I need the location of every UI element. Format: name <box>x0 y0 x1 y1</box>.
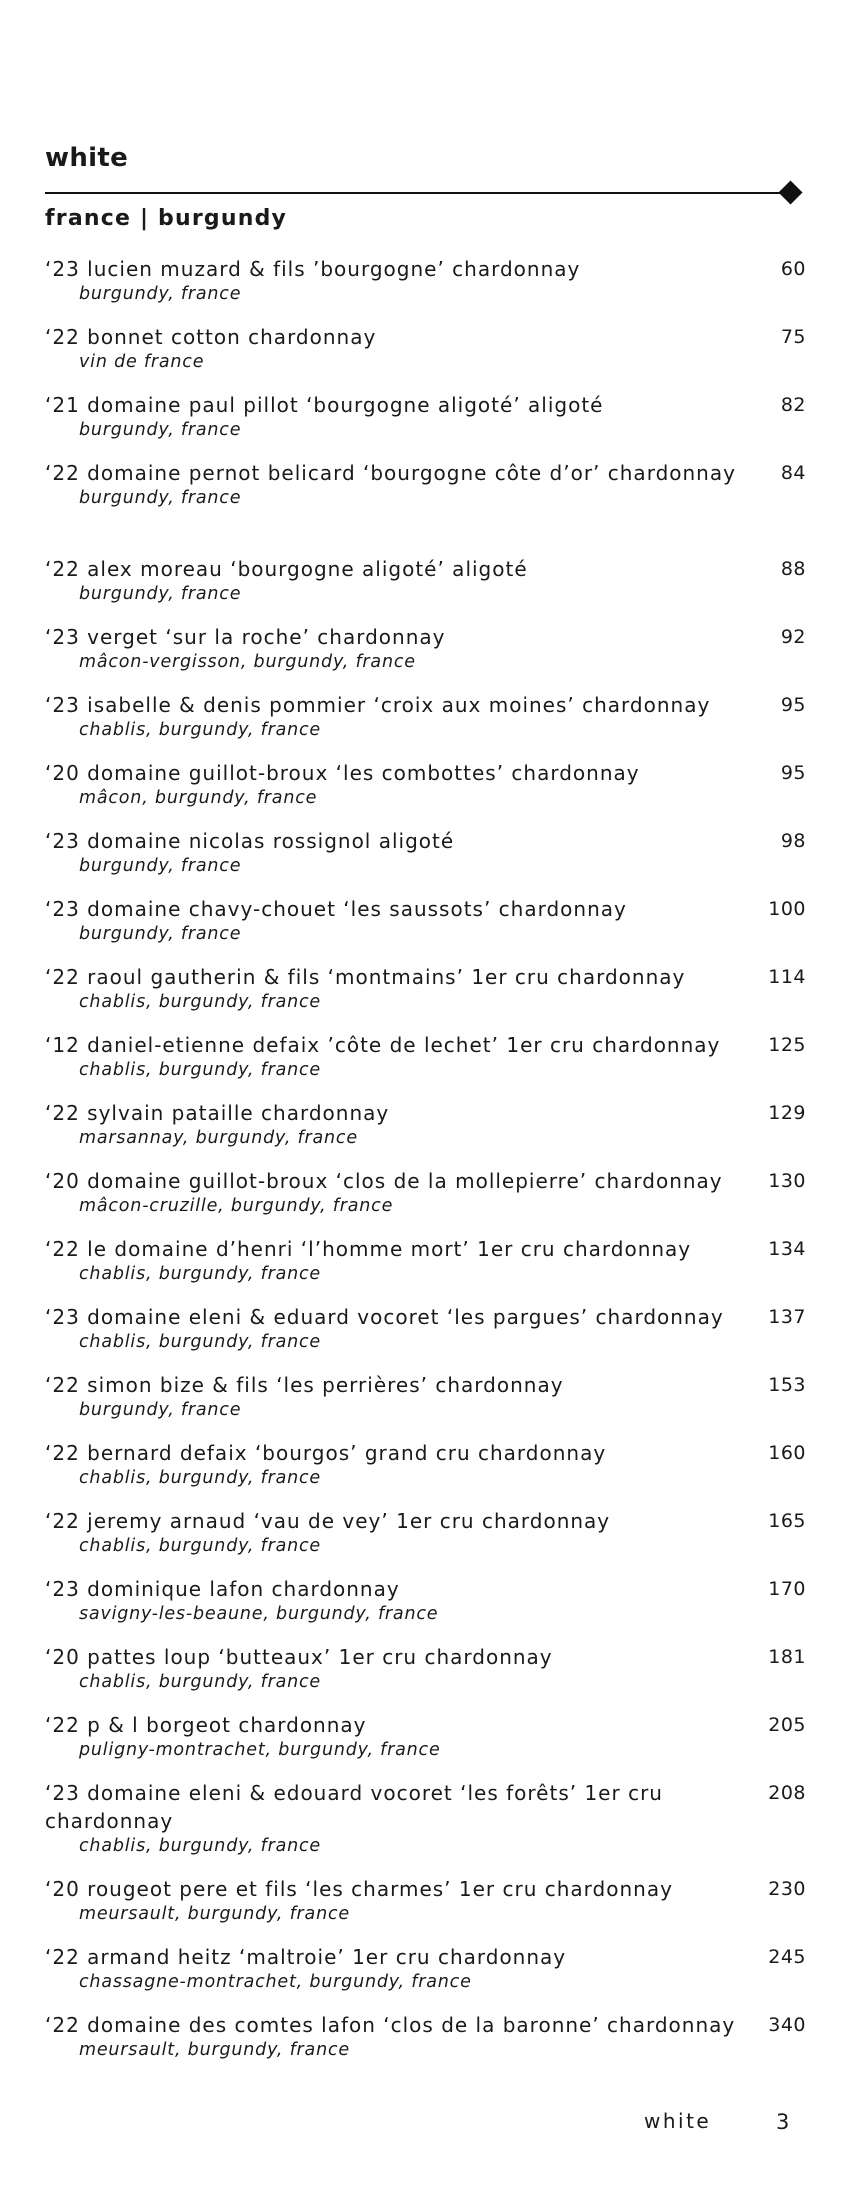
wine-item <box>45 691 815 741</box>
wine-price: 134 <box>768 1238 806 1260</box>
wine-origin: puligny-montrachet, burgundy, france <box>79 1740 441 1760</box>
wine-item <box>45 623 815 673</box>
wine-name: ‘20 domaine guillot-broux ‘clos de la mollepierre’ chardonnay <box>45 1169 723 1193</box>
section-title: white <box>45 143 129 173</box>
page-number: 3 <box>776 2110 790 2134</box>
wine-price: 84 <box>780 462 806 484</box>
wine-price: 82 <box>780 394 806 416</box>
wine-name: ‘22 jeremy arnaud ‘vau de vey’ 1er cru chardonnay <box>45 1509 611 1533</box>
wine-origin: vin de france <box>79 352 205 372</box>
wine-origin: chassagne-montrachet, burgundy, france <box>79 1972 472 1992</box>
wine-name: ‘22 bonnet cotton chardonnay <box>45 325 377 349</box>
wine-origin: chablis, burgundy, france <box>79 720 321 740</box>
wine-price: 125 <box>768 1034 806 1056</box>
wine-origin: chablis, burgundy, france <box>79 1264 321 1284</box>
wine-item <box>45 323 815 373</box>
wine-name: ‘22 domaine des comtes lafon ‘clos de la baronne’ chardonnay <box>45 2013 736 2037</box>
wine-item <box>45 555 815 605</box>
wine-origin: mâcon-cruzille, burgundy, france <box>79 1196 394 1216</box>
wine-item <box>45 1943 815 1993</box>
wine-origin: burgundy, france <box>79 856 242 876</box>
wine-origin: chablis, burgundy, france <box>79 1468 321 1488</box>
wine-price: 170 <box>768 1578 806 1600</box>
wine-item <box>45 1031 815 1081</box>
wine-item <box>45 895 815 945</box>
wine-name: ‘22 le domaine d’henri ‘l’homme mort’ 1er cru chardonnay <box>45 1237 692 1261</box>
wine-name: ‘23 isabelle & denis pommier ‘croix aux moines’ chardonnay <box>45 693 711 717</box>
wine-price: 92 <box>780 626 806 648</box>
wine-price: 137 <box>768 1306 806 1328</box>
wine-item <box>45 1439 815 1489</box>
wine-item <box>45 1507 815 1557</box>
region-title: france | burgundy <box>45 206 288 231</box>
wine-item <box>45 1167 815 1217</box>
wine-item <box>45 459 815 509</box>
wine-origin: burgundy, france <box>79 284 242 304</box>
wine-price: 88 <box>780 558 806 580</box>
wine-price: 245 <box>768 1946 806 1968</box>
wine-name: ‘23 domaine chavy-chouet ‘les saussots’ chardonnay <box>45 897 627 921</box>
wine-item <box>45 1575 815 1625</box>
wine-price: 208 <box>768 1782 806 1804</box>
wine-price: 165 <box>768 1510 806 1532</box>
wine-price: 95 <box>780 694 806 716</box>
wine-origin: meursault, burgundy, france <box>79 2040 350 2060</box>
wine-name: ‘22 alex moreau ‘bourgogne aligoté’ aligoté <box>45 557 528 581</box>
wine-name: ‘23 domaine nicolas rossignol aligoté <box>45 829 455 853</box>
wine-origin: burgundy, france <box>79 488 242 508</box>
wine-name: ‘12 daniel-etienne defaix ’côte de lechet’ 1er cru chardonnay <box>45 1033 721 1057</box>
wine-name: ‘22 simon bize & fils ‘les perrières’ chardonnay <box>45 1373 564 1397</box>
wine-origin: burgundy, france <box>79 584 242 604</box>
wine-name: ‘20 rougeot pere et fils ‘les charmes’ 1er cru chardonnay <box>45 1877 673 1901</box>
wine-origin: burgundy, france <box>79 420 242 440</box>
wine-price: 160 <box>768 1442 806 1464</box>
wine-origin: chablis, burgundy, france <box>79 1332 321 1352</box>
wine-origin: savigny-les-beaune, burgundy, france <box>79 1604 439 1624</box>
wine-name: ‘21 domaine paul pillot ‘bourgogne aligoté’ aligoté <box>45 393 604 417</box>
footer-section-label: white <box>644 2109 712 2133</box>
wine-item <box>45 1779 815 1857</box>
wine-origin: chablis, burgundy, france <box>79 992 321 1012</box>
wine-name: ‘23 dominique lafon chardonnay <box>45 1577 400 1601</box>
wine-price: 130 <box>768 1170 806 1192</box>
wine-origin: chablis, burgundy, france <box>79 1672 321 1692</box>
wine-price: 340 <box>768 2014 806 2036</box>
wine-price: 100 <box>768 898 806 920</box>
wine-name: ‘23 verget ‘sur la roche’ chardonnay <box>45 625 446 649</box>
wine-name: ‘22 p & l borgeot chardonnay <box>45 1713 367 1737</box>
wine-name: ‘22 bernard defaix ‘bourgos’ grand cru chardonnay <box>45 1441 607 1465</box>
wine-item <box>45 1711 815 1761</box>
wine-item <box>45 1303 815 1353</box>
wine-name: ‘23 lucien muzard & fils ’bourgogne’ chardonnay <box>45 257 581 281</box>
wine-name: ‘20 domaine guillot-broux ‘les combottes’ chardonnay <box>45 761 640 785</box>
wine-origin: chablis, burgundy, france <box>79 1060 321 1080</box>
wine-name: ‘22 sylvain pataille chardonnay <box>45 1101 390 1125</box>
wine-price: 60 <box>780 258 806 280</box>
wine-origin: chablis, burgundy, france <box>79 1536 321 1556</box>
wine-price: 181 <box>768 1646 806 1668</box>
wine-price: 153 <box>768 1374 806 1396</box>
wine-price: 205 <box>768 1714 806 1736</box>
wine-name: ‘22 domaine pernot belicard ‘bourgogne côte d’or’ chardonnay <box>45 461 736 485</box>
wine-name: ‘23 domaine eleni & eduard vocoret ‘les pargues’ chardonnay <box>45 1305 724 1329</box>
wine-item <box>45 963 815 1013</box>
wine-item <box>45 1371 815 1421</box>
wine-name: ‘20 pattes loup ‘butteaux’ 1er cru chardonnay <box>45 1645 553 1669</box>
wine-item <box>45 1643 815 1693</box>
wine-item <box>45 391 815 441</box>
wine-origin: mâcon-vergisson, burgundy, france <box>79 652 416 672</box>
wine-name: ‘23 domaine eleni & edouard vocoret ‘les forêts’ 1er cru chardonnay <box>45 1781 663 1833</box>
wine-price: 129 <box>768 1102 806 1124</box>
wine-price: 114 <box>768 966 806 988</box>
wine-price: 95 <box>780 762 806 784</box>
wine-origin: burgundy, france <box>79 924 242 944</box>
wine-item <box>45 759 815 809</box>
wine-name: ‘22 armand heitz ‘maltroie’ 1er cru chardonnay <box>45 1945 567 1969</box>
wine-item <box>45 1235 815 1285</box>
wine-item <box>45 2011 815 2061</box>
wine-item <box>45 1099 815 1149</box>
wine-item <box>45 827 815 877</box>
wine-price: 98 <box>780 830 806 852</box>
wine-item <box>45 255 815 305</box>
wine-price: 75 <box>780 326 806 348</box>
wine-origin: meursault, burgundy, france <box>79 1904 350 1924</box>
wine-price: 230 <box>768 1878 806 1900</box>
wine-item <box>45 1875 815 1925</box>
wine-name: ‘22 raoul gautherin & fils ‘montmains’ 1er cru chardonnay <box>45 965 686 989</box>
wine-origin: mâcon, burgundy, france <box>79 788 318 808</box>
wine-origin: marsannay, burgundy, france <box>79 1128 358 1148</box>
wine-origin: burgundy, france <box>79 1400 242 1420</box>
wine-origin: chablis, burgundy, france <box>79 1836 321 1856</box>
